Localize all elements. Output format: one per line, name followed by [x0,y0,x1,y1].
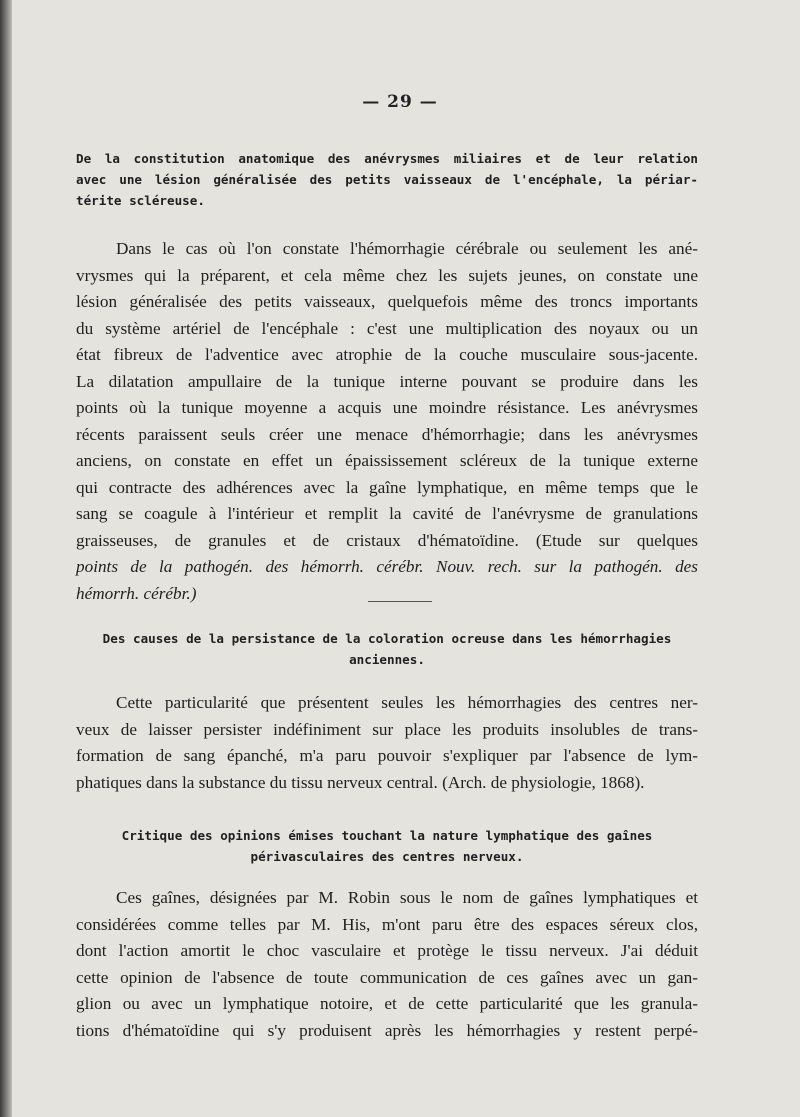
heading-line: périvasculaires des centres nerveux. [250,849,524,864]
section-body-1 [76,236,698,607]
heading-line: De la constitution anatomique des anévrysmes miliaires et de leur relation [76,151,698,166]
body-line: état fibreux de l'adventice avec atrophie de la couche musculaire sous-jacente. [76,345,698,364]
body-line: glion ou avec un lymphatique notoire, et de cette particularité que les granula- [76,994,698,1013]
heading-line: avec une lésion généralisée des petits vaisseaux de l'encéphale, la périar- [76,172,698,187]
body-line: considérées comme telles par M. His, m'ont paru être des espaces séreux clos, [76,914,698,934]
section-heading-1 [76,148,698,211]
body-line: vrysmes qui la préparent, et cela même chez les sujets jeunes, on constate une [76,265,698,285]
heading-line: Critique des opinions émises touchant la nature lymphatique des gaînes [121,828,653,843]
heading-line: Des causes de la persistance de la coloration ocreuse dans les hémorrhagies [102,631,672,646]
page-binding-edge [0,0,12,1117]
section-body-2 [76,690,698,796]
page-number: — 29 — [362,92,438,112]
body-line: La dilatation ampullaire de la tunique interne pouvant se produire dans les [76,371,698,391]
body-line: qui contracte des adhérences avec la gaîne lymphatique, en même temps que le [76,477,698,497]
heading-line: anciennes. [349,652,425,667]
body-line: sang se coagule à l'intérieur et remplit la cavité de l'anévrysme de granulations [76,504,698,523]
body-line: dont l'action amortit le choc vasculaire et protège le tissu nerveux. J'ai déduit [76,941,698,960]
body-line-italic: points de la pathogén. des hémorrh. cérébr. Nouv. rech. sur la pathogén. des [76,557,698,576]
section-heading-3 [76,825,698,867]
body-line: formation de sang épanché, m'a paru pouvoir s'expliquer par l'absence de lym- [76,746,698,765]
body-line: graisseuses, de granules et de cristaux d'hématoïdine. (Etude sur quelques [76,530,698,550]
body-line: cette opinion de l'absence de toute communication de ces gaînes avec un gan- [76,967,698,987]
section-heading-2 [76,628,698,670]
body-line: Ces gaînes, désignées par M. Robin sous le nom de gaînes lymphatiques et [116,888,698,907]
heading-line: térite scléreuse. [76,193,205,208]
body-line: tions d'hématoïdine qui s'y produisent après les hémorrhagies y restent perpé- [76,1020,698,1040]
body-line: points où la tunique moyenne a acquis une moindre résistance. Les anévrysmes [76,398,698,417]
body-line: veux de laisser persister indéfiniment sur place les produits insolubles de trans- [76,719,698,739]
body-line: anciens, on constate en effet un épaississement scléreux de la tunique externe [76,451,698,470]
body-line: lésion généralisée des petits vaisseaux, quelquefois même des troncs importants [76,292,698,311]
section-divider [368,601,432,602]
body-line: récents paraissent seuls créer une menace d'hémorrhagie; dans les anévrysmes [76,424,698,444]
body-line: Dans le cas où l'on constate l'hémorrhagie cérébrale ou seulement les ané- [116,239,698,258]
section-body-3 [76,885,698,1044]
body-line: Cette particularité que présentent seules les hémorrhagies des centres ner- [116,693,698,712]
body-line-italic: hémorrh. cérébr.) [76,583,197,603]
body-line: phatiques dans la substance du tissu nerveux central. (Arch. de physiologie, 1868). [76,772,645,792]
body-line: du système artériel de l'encéphale : c'est une multiplication des noyaux ou un [76,318,698,338]
